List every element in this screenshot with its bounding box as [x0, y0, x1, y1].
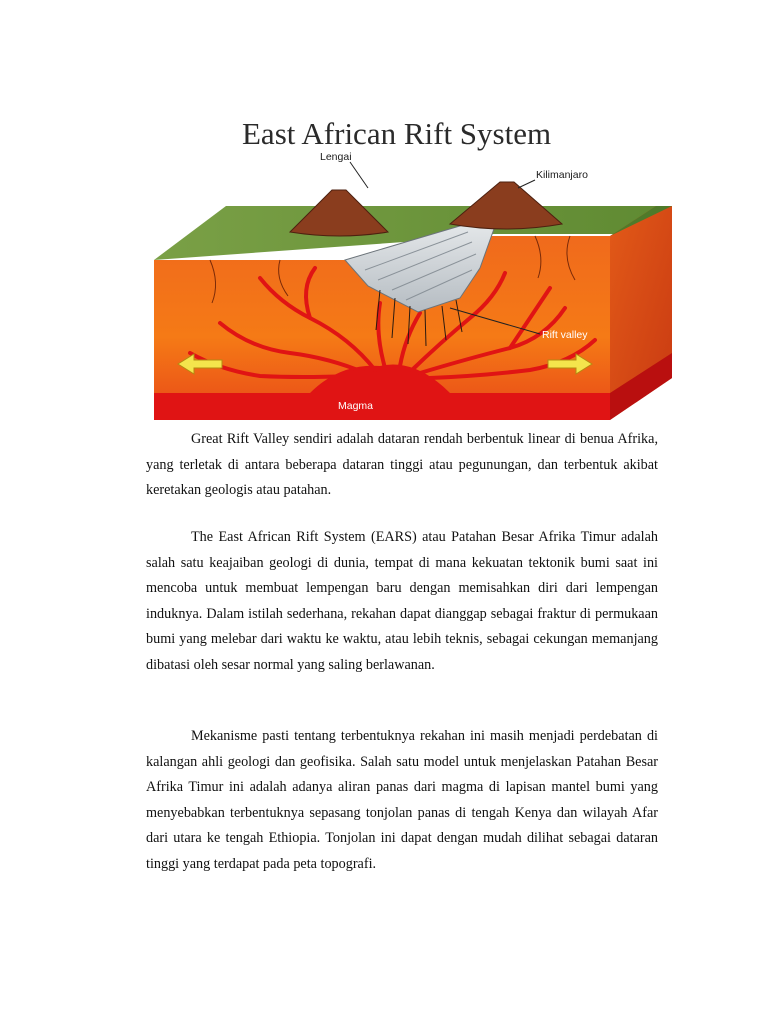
rift-block-diagram: [150, 108, 672, 426]
kilimanjaro-label: Kilimanjaro: [536, 169, 588, 181]
lengai-label: Lengai: [320, 151, 352, 163]
paragraph-2: The East African Rift System (EARS) atau Patahan Besar Afrika Timur adalah salah satu keajaiban geologi di dunia, tempat di mana kekuatan tektonik bumi saat ini mencoba untuk membuat lempengan baru dengan memisahkan diri dari lempengan induknya. Dalam istilah sederhana, rekahan dapat dianggap sebagai fraktur di permukaan bumi yang melebar dari waktu ke waktu, atau lebih teknis, sebagai cekungan memanjang dibatasi oleh sesar normal yang saling berlawanan.: [146, 529, 658, 673]
magma-layer: [154, 393, 610, 420]
rift-system-illustration: [150, 108, 672, 426]
paragraph-3: Mekanisme pasti tentang terbentuknya rekahan ini masih menjadi perdebatan di kalangan ahli geologi dan geofisika. Salah satu model untuk menjelaskan Patahan Besar Afrika Timur ini adalah adanya aliran panas dari magma di lapisan mantel bumi yang menyebabkan terbentuknya sepasang tonjolan panas di tengah Kenya dan wilayah Afar dari utara ke tengah Ethiopia. Tonjolan ini dapat dengan mudah dilihat sebagai dataran tinggi yang terdapat pada peta topografi.: [146, 728, 658, 872]
kilimanjaro-volcano: [450, 182, 562, 229]
paragraph-1: Great Rift Valley sendiri adalah dataran rendah berbentuk linear di benua Afrika, yang terletak di antara beberapa dataran tinggi atau pegunungan, dan terbentuk akibat keretakan geologis atau patahan.: [146, 431, 658, 499]
figure-title: East African Rift System: [242, 116, 552, 151]
magma-label: Magma: [338, 400, 374, 412]
rift-valley-label: Rift valley: [542, 329, 588, 341]
